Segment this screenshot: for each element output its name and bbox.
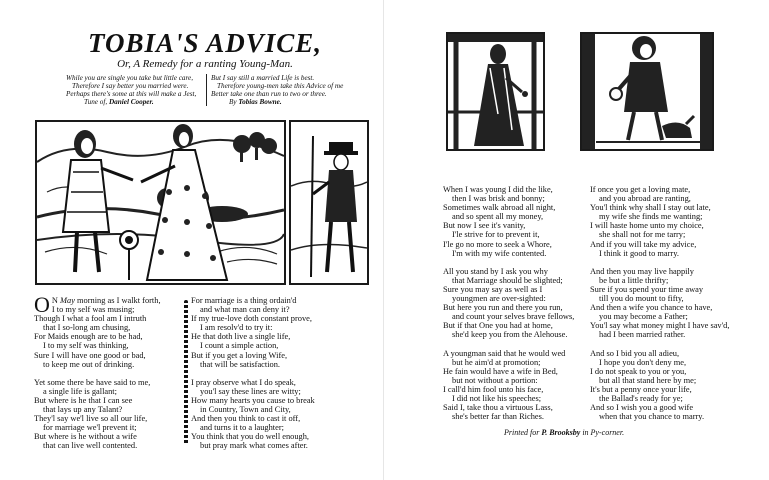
woodcut-man-dog-image — [580, 32, 714, 151]
verse-line: You think that you do well enough, — [191, 432, 310, 442]
verse-line: And then a wife you chance to have, — [590, 303, 713, 313]
verse-fragment-italic: May — [60, 296, 75, 305]
intro-line: While you are single you take but little care, — [66, 74, 194, 82]
author-line — [211, 98, 361, 106]
printer-prefix: Printed for — [504, 428, 540, 437]
verse-line: And if you will take my advice, — [590, 239, 697, 249]
verse-line: I do not speak to you or you, — [590, 366, 687, 376]
stanza — [590, 267, 730, 340]
verse-line: you may become a Father; — [599, 312, 688, 322]
right-page — [384, 0, 769, 480]
verse-column-3 — [443, 185, 583, 430]
verse-line: that I so-long am chusing, — [43, 323, 131, 333]
verse-fragment: morning as I walkt forth, — [77, 296, 161, 305]
verse-line: I pray observe what I do speak, — [191, 377, 296, 387]
verse-line: I am resolv'd to try it: — [200, 323, 273, 333]
verse-line: that Marriage should be slighted; — [452, 275, 563, 285]
stanza — [191, 378, 351, 451]
verse-line: Sure you may say as well as I — [443, 284, 543, 294]
verse-line: she's better far than Riches. — [452, 412, 544, 422]
verse-line: and count your selves brave fellows, — [452, 312, 575, 322]
printer-imprint — [504, 428, 724, 437]
tune-line — [66, 98, 198, 106]
verse-line: and so spent all my money, — [452, 212, 544, 222]
intro-line: But I say still a married Life is best. — [211, 74, 315, 82]
stanza — [590, 349, 730, 422]
verse-line: and what man can deny it? — [200, 305, 290, 315]
verse-line: I to my self was thinking, — [43, 341, 129, 351]
stanza — [443, 349, 583, 422]
verse-line: And so I bid you all adieu, — [590, 348, 680, 358]
verse-line: but he aim'd at promotion; — [452, 357, 541, 367]
verse-line: that lays up any Talant? — [43, 405, 123, 415]
verse-line: I hope you don't deny me, — [599, 357, 687, 367]
verse-line: the Ballad's ready for ye; — [599, 393, 683, 403]
verse-line: I'le strive for to prevent it, — [452, 230, 540, 240]
verse-line: she shall not for me tarry; — [599, 230, 686, 240]
verse-line: Said I, take thou a virtuous Lass, — [443, 403, 553, 413]
woodcut-couple-image — [35, 120, 286, 285]
stanza — [34, 378, 182, 451]
stanza — [191, 296, 351, 369]
verse-line: If once you get a loving mate, — [590, 185, 691, 194]
verse-line: When I was young I did the like, — [443, 185, 553, 194]
intro-line: Better take one than run to two or three. — [211, 90, 327, 98]
author-name: Tobias Bowne. — [238, 98, 282, 106]
verse-line: but pray mark what comes after. — [200, 441, 308, 451]
verse-line: youngmen are over-sighted: — [452, 294, 546, 304]
verse-line: He that doth live a single life, — [191, 332, 291, 342]
verse-line: till you do mount to fifty, — [599, 294, 684, 304]
verse-line: But where is he that I can see — [34, 395, 133, 405]
verse-line: and turns it to a laughter; — [200, 423, 284, 433]
verse-line: It's but a penny once your life, — [590, 384, 692, 394]
verse-line: for marriage we'l prevent it; — [43, 423, 137, 433]
verse-line: Sure I will have one good or bad, — [34, 350, 146, 360]
verse-line: He fain would have a wife in Bed, — [443, 366, 558, 376]
stanza — [590, 185, 730, 258]
author-prefix: By — [229, 98, 237, 106]
verse-line: that will be satisfaction. — [200, 359, 281, 369]
tune-name: Daniel Cooper. — [108, 98, 154, 106]
verse-line: had I been married rather. — [599, 330, 686, 340]
verse-line: I'm with my wife contented. — [452, 248, 547, 258]
verse-line: I to my self was musing; — [51, 305, 135, 315]
verse-line — [34, 296, 182, 305]
verse-line: They'l say we'l live so all our life, — [34, 414, 148, 424]
verse-line: If my true-love doth constant prove, — [191, 314, 312, 324]
ballad-title: TOBIA'S ADVICE, — [87, 28, 323, 58]
verse-line: But if you get a loving Wife, — [191, 350, 288, 360]
verse-line: You'l say what money might I have sav'd, — [590, 321, 730, 331]
verse-line: Yet some there be have said to me, — [34, 377, 151, 387]
verse-line: and you abroad are ranting, — [599, 194, 691, 204]
stanza — [443, 267, 583, 340]
verse-line: I did not like his speeches; — [452, 393, 542, 403]
verse-line: But now I see it's vanity, — [443, 221, 526, 231]
verse-line: my wife she finds me wanting; — [599, 212, 703, 222]
intro-verse-right — [206, 74, 361, 106]
verse-line: But here you run and there you run, — [443, 303, 563, 313]
verse-line: I will haste home unto my choice, — [590, 221, 704, 231]
verse-line: to keep me out of drinking. — [43, 359, 135, 369]
intro-line: Therefore I say better you married were. — [72, 82, 189, 90]
intro-line: Perhaps there's some at this will make a Jest, — [66, 90, 197, 98]
verse-line: Sure if you spend your time away — [590, 284, 704, 294]
verse-line: And then you think to cast it off, — [191, 414, 301, 424]
intro-verse-left — [66, 74, 198, 106]
verse-line: you'l say these lines are witty; — [200, 386, 301, 396]
woodcut-man-image — [289, 120, 369, 285]
verse-line: a single life is gallant; — [43, 386, 117, 396]
stanza — [34, 292, 182, 369]
verse-line: All you stand by I ask you why — [443, 266, 548, 276]
verse-line: then I was brisk and bonny; — [452, 194, 545, 204]
verse-line: Though I what a fool am I intruth — [34, 314, 147, 324]
verse-line: in Country, Town and City, — [200, 405, 291, 415]
verse-line: but all that stand here by me; — [599, 375, 697, 385]
left-page — [0, 0, 384, 480]
verse-line: But if that One you had at home, — [443, 321, 553, 331]
ornament-divider — [184, 300, 188, 445]
ballad-subtitle: Or, A Remedy for a ranting Young-Man. — [117, 58, 293, 70]
verse-line: I call'd him fool unto his face, — [443, 384, 544, 394]
verse-line: But where is he without a wife — [34, 432, 137, 442]
verse-line: but not without a portion: — [452, 375, 538, 385]
printer-name: P. Brooksby — [541, 428, 581, 437]
verse-line: when that you chance to marry. — [599, 412, 705, 422]
verse-line: I'le go no more to seek a Whore, — [443, 239, 552, 249]
printer-suffix: in Py-corner. — [582, 428, 625, 437]
verse-line: I count a simple action, — [200, 341, 279, 351]
stanza — [443, 185, 583, 258]
verse-column-2 — [191, 296, 351, 460]
verse-line: A youngman said that he would wed — [443, 348, 566, 358]
verse-line: And then you may live happily — [590, 266, 694, 276]
verse-line: How many hearts you cause to break — [191, 395, 315, 405]
verse-line: be but a little thrifty; — [599, 275, 669, 285]
intro-line: Therefore young-men take this Advice of me — [217, 82, 344, 90]
verse-line: And so I wish you a good wife — [590, 403, 694, 413]
verse-fragment: N — [51, 296, 58, 305]
verse-line: that can live well contented. — [43, 441, 138, 451]
verse-line: For marriage is a thing ordain'd — [191, 296, 297, 305]
verse-line: You'l think why shall I stay out late, — [590, 203, 711, 213]
verse-column-4 — [590, 185, 730, 430]
verse-column-1 — [34, 292, 182, 460]
drop-capital: O — [34, 292, 50, 317]
verse-line: For Maids enough are to be had, — [34, 332, 143, 342]
tune-prefix: Tune of, — [84, 98, 108, 106]
verse-line: she'd keep you from the Alehouse. — [452, 330, 568, 340]
verse-line: Sometimes walk abroad all night, — [443, 203, 556, 213]
woodcut-woman-image — [446, 32, 545, 151]
verse-line: I think it good to marry. — [599, 248, 679, 258]
